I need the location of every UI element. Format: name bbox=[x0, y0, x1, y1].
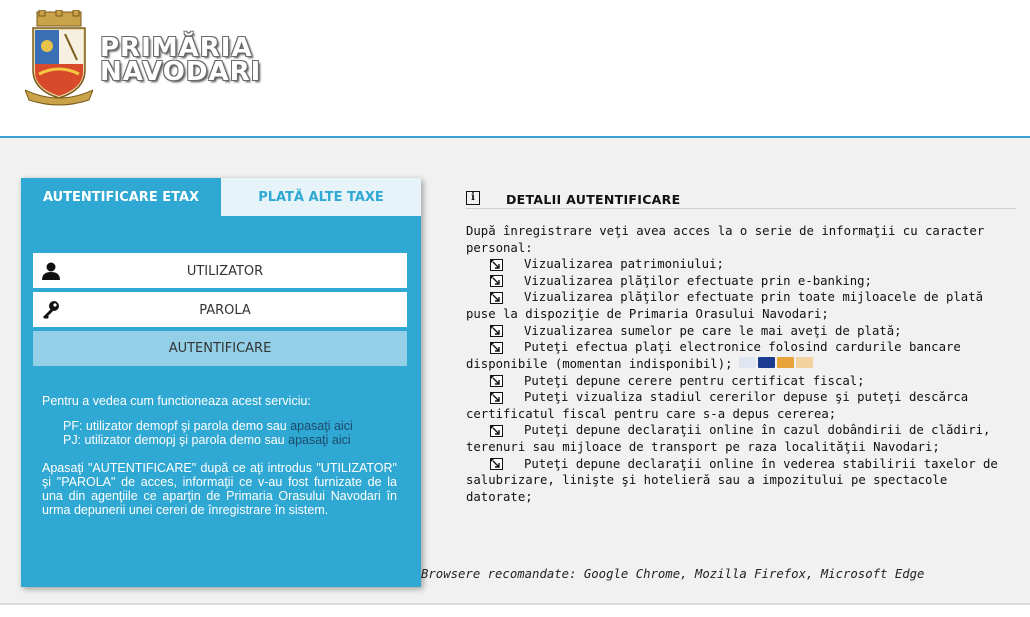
demo-pf-text: PF: utilizator demopf şi parola demo sau bbox=[63, 419, 287, 433]
key-icon bbox=[41, 300, 61, 320]
info-icon: i bbox=[466, 191, 480, 205]
visa-logo bbox=[758, 357, 775, 368]
detail-item-text: Vizualizarea patrimoniului; bbox=[524, 257, 724, 272]
verified-by-visa-logo bbox=[739, 357, 756, 368]
external-link-icon bbox=[466, 375, 524, 387]
detail-item bbox=[466, 256, 1016, 273]
detail-item bbox=[466, 389, 1016, 422]
detail-item-text: Puteţi efectua plaţi electronice folosind cardurile bancare disponibile (momentan indisponibil); bbox=[466, 340, 961, 371]
demo-pf-line bbox=[42, 419, 418, 433]
external-link-icon bbox=[466, 425, 524, 437]
detail-item-text: Vizualizarea sumelor pe care le mai aveţi de plată; bbox=[524, 323, 902, 338]
detail-item bbox=[466, 323, 1016, 340]
demo-pj-text: PJ: utilizator demopj şi parola demo sau bbox=[63, 433, 285, 447]
city-crest-logo bbox=[25, 10, 93, 106]
external-link-icon bbox=[466, 275, 524, 287]
tab-plata-alte-taxe[interactable]: PLATĂ ALTE TAXE bbox=[221, 178, 421, 216]
login-instructions: Apasaţi "AUTENTIFICARE" după ce aţi introdus "UTILIZATOR" şi "PAROLA" de acces, informaţii ce v-au fost furnizate de la una din agenţiile ce aparţin de Primaria Orasului Navodari în urma depunerii unei cereri de înregistrare în sistem. bbox=[42, 461, 397, 517]
brand-line-2: NAVODARI bbox=[100, 57, 262, 87]
detail-item bbox=[466, 339, 1016, 372]
detail-item-text: Vizualizarea plăţilor efectuate prin toate mijloacele de plată puse la dispoziţie de Primaria Orasului Navodari; bbox=[466, 290, 984, 321]
external-link-icon bbox=[466, 392, 524, 404]
details-section bbox=[466, 190, 1016, 505]
detail-item-text: Puteţi depune declaraţii online în cazul dobândirii de clădiri, terenuri sau mijloace de transport pe raza localităţii Navodari; bbox=[466, 423, 991, 454]
demo-pf-link[interactable]: apasaţi aici bbox=[290, 419, 353, 433]
login-panel bbox=[21, 178, 421, 587]
username-input[interactable] bbox=[73, 253, 377, 290]
detail-item bbox=[466, 289, 1016, 322]
external-link-icon bbox=[466, 342, 524, 354]
tab-autentificare-etax[interactable]: AUTENTIFICARE ETAX bbox=[21, 178, 221, 216]
brand-line-1: PRIMĂRIA bbox=[100, 33, 253, 63]
details-title: DETALII AUTENTIFICARE bbox=[506, 192, 681, 207]
demo-pj-line bbox=[42, 433, 418, 447]
detail-item-text: Puteţi depune cerere pentru certificat fiscal; bbox=[524, 373, 865, 388]
detail-item-text: Puteţi vizualiza stadiul cererilor depuse şi puteţi descărca certificatul fiscal pentru care s-a depus cererea; bbox=[466, 390, 969, 421]
detail-item bbox=[466, 273, 1016, 290]
demo-pj-link[interactable]: apasaţi aici bbox=[288, 433, 351, 447]
external-link-icon bbox=[466, 325, 524, 337]
external-link-icon bbox=[466, 458, 524, 470]
help-title: Pentru a vedea cum functioneaza acest serviciu: bbox=[42, 394, 311, 408]
login-button[interactable]: AUTENTIFICARE bbox=[33, 331, 407, 366]
password-input[interactable] bbox=[73, 292, 377, 329]
page-header bbox=[0, 0, 1030, 138]
details-intro: După înregistrare veţi avea acces la o serie de informaţii cu caracter personal: bbox=[466, 224, 985, 255]
details-list bbox=[466, 256, 1016, 505]
detail-item bbox=[466, 456, 1016, 506]
user-icon bbox=[41, 261, 61, 281]
external-link-icon bbox=[466, 259, 524, 271]
detail-item bbox=[466, 373, 1016, 390]
password-field bbox=[33, 292, 407, 327]
detail-item-text: Vizualizarea plăţilor efectuate prin e-banking; bbox=[524, 273, 872, 288]
external-link-icon bbox=[466, 292, 524, 304]
mastercard-logo bbox=[777, 357, 794, 368]
bottom-divider bbox=[0, 603, 1030, 605]
mastercard-securecode-logo bbox=[796, 357, 813, 368]
detail-item-text: Puteţi depune declaraţii online în vederea stabilirii taxelor de salubrizare, linişte şi hotelieră sau a impozitului pe spectacole datorate; bbox=[466, 456, 998, 504]
card-logos bbox=[739, 356, 815, 373]
username-field bbox=[33, 253, 407, 288]
detail-item bbox=[466, 422, 1016, 455]
details-header bbox=[466, 190, 1016, 209]
brand-title bbox=[100, 33, 262, 87]
recommended-browsers: Browsere recomandate: Google Chrome, Mozilla Firefox, Microsoft Edge bbox=[421, 567, 925, 581]
